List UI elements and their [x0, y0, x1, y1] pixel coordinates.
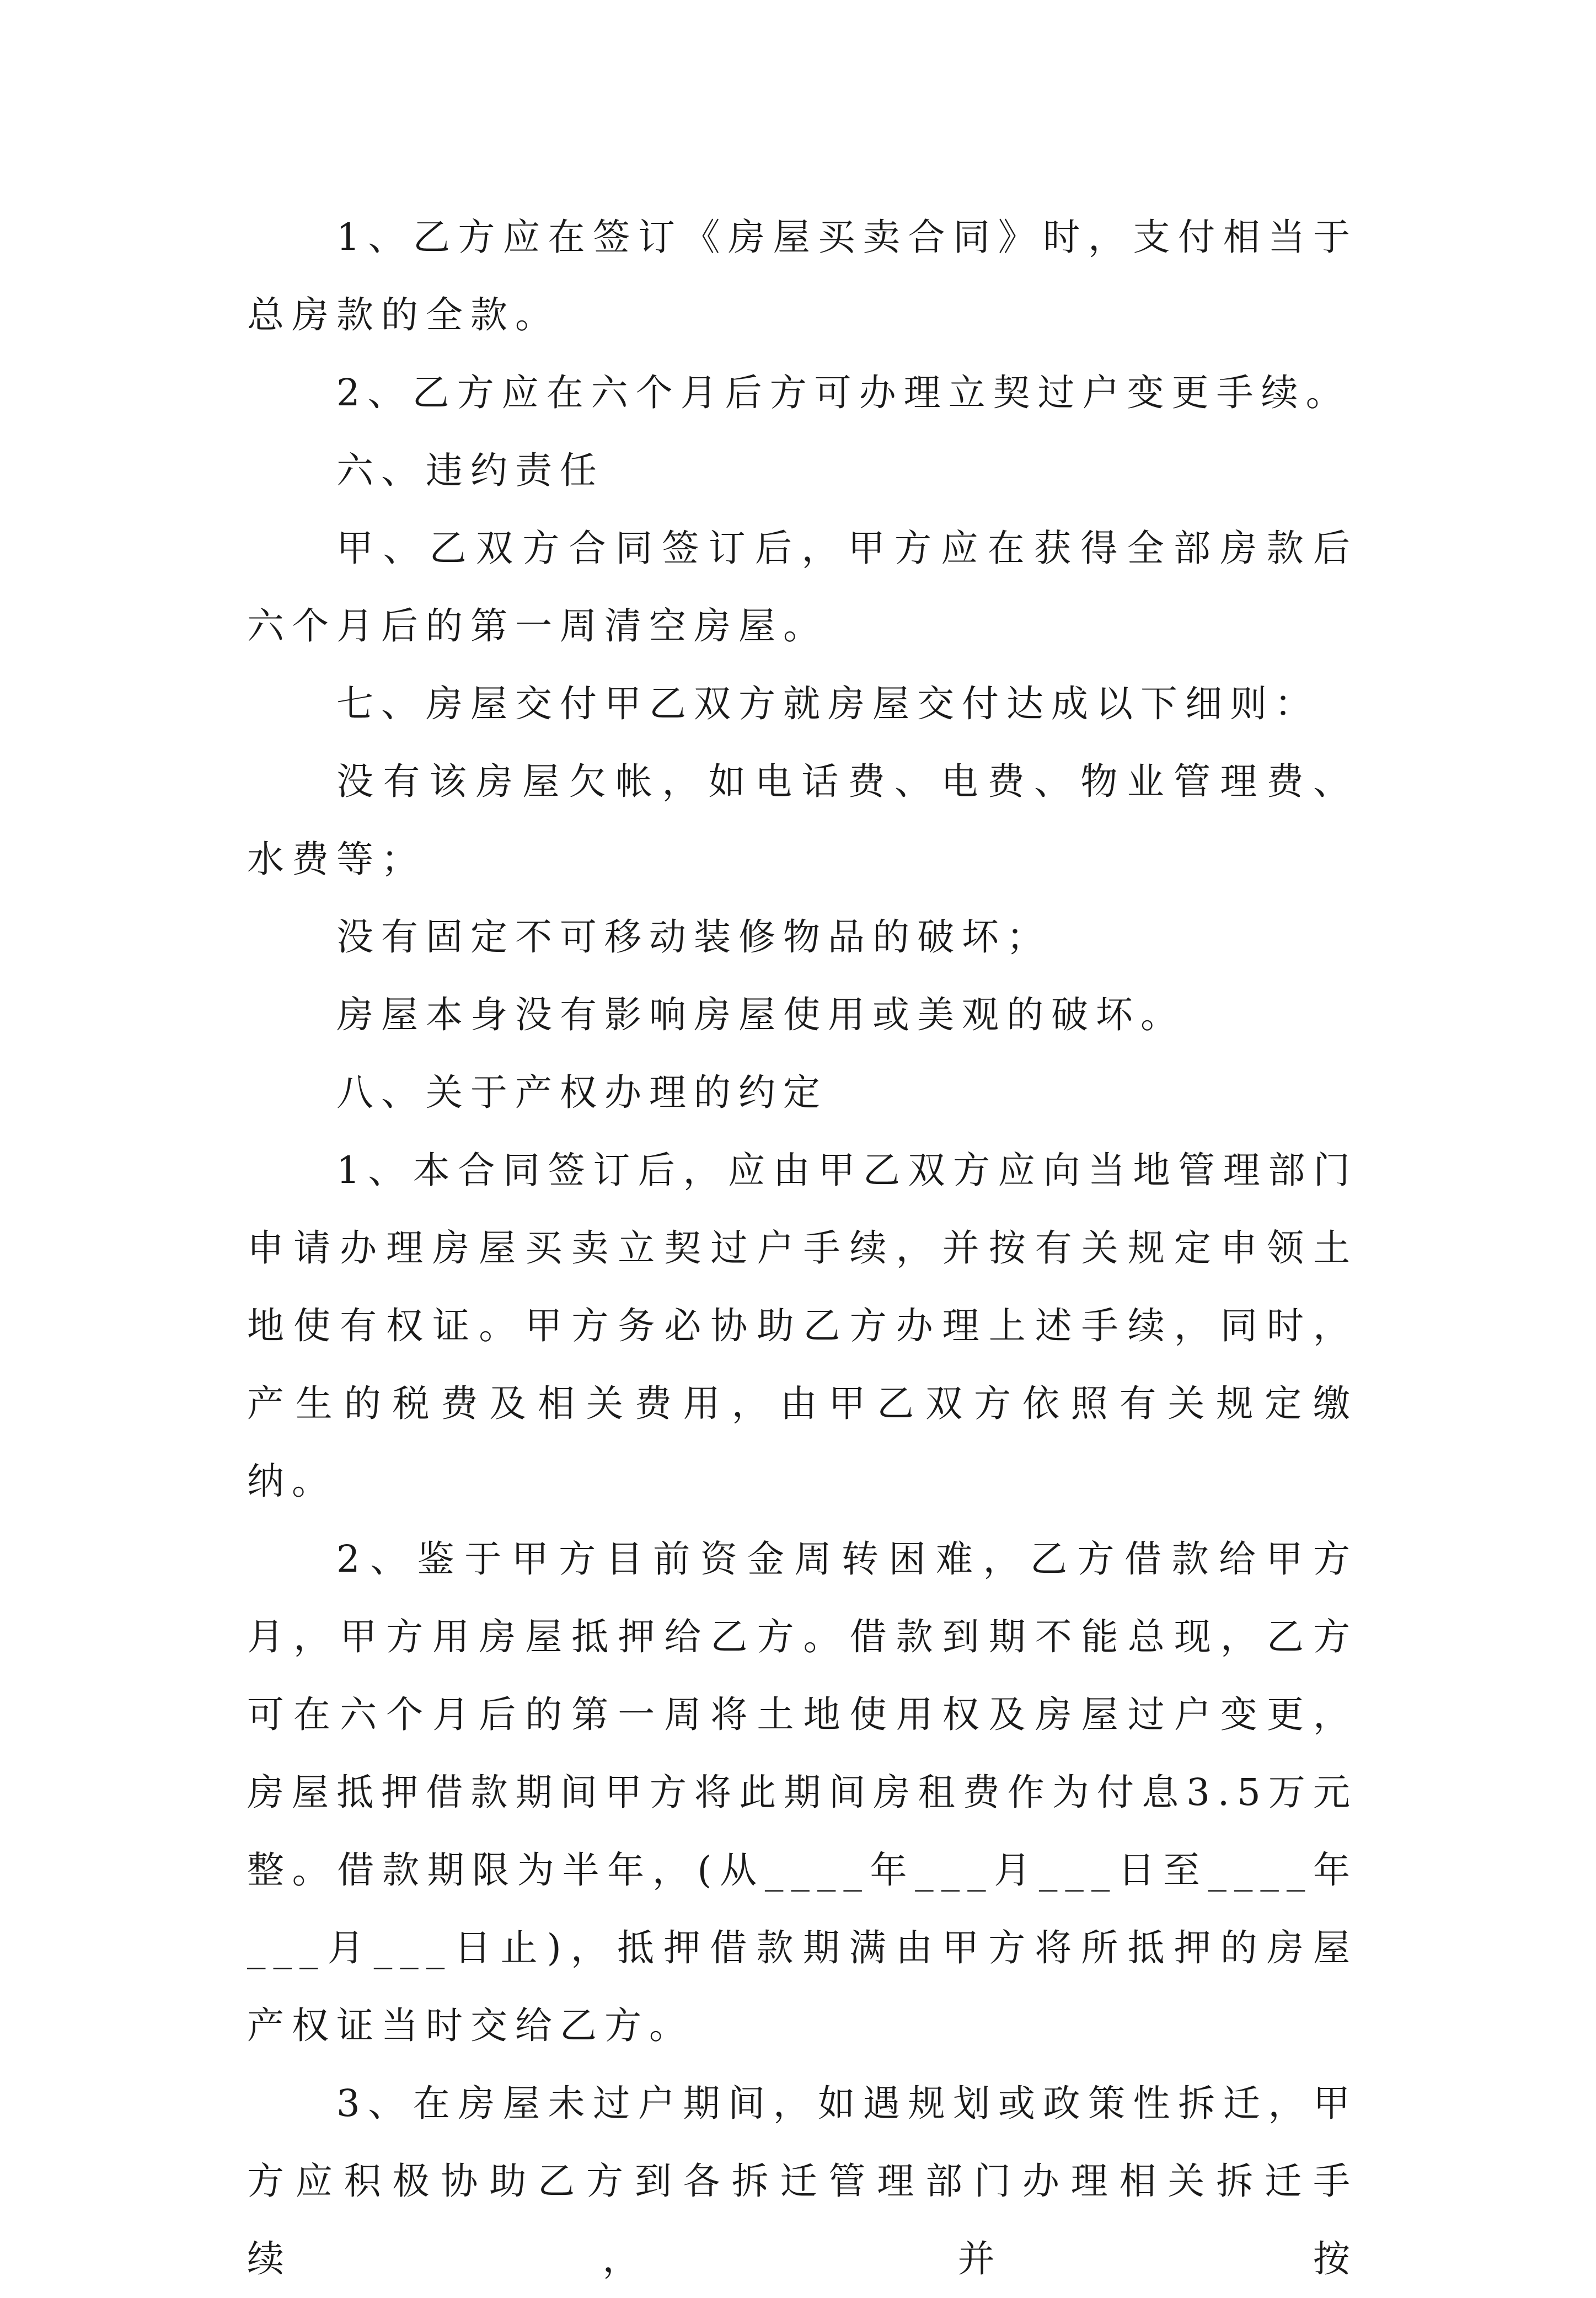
section-heading-property-rights: 八、关于产权办理的约定: [336, 1071, 828, 1114]
document-page: [247, 199, 1358, 2298]
paragraph-payment-2: 2、乙方应在六个月后方可办理立契过户变更手续。: [336, 371, 1351, 414]
paragraph-delivery-3: 房屋本身没有影响房屋使用或美观的破坏。: [336, 993, 1185, 1036]
paragraph-delivery-2: 没有固定不可移动装修物品的破坏；: [336, 915, 1051, 958]
section-heading-breach: 六、违约责任: [336, 449, 604, 492]
section-heading-delivery: 七、房屋交付甲乙双方就房屋交付达成以下细则：: [336, 682, 1319, 725]
paragraph-breach: 甲、乙双方合同签订后，甲方应在获得全部房款后六个月后的第一周清空房屋。: [247, 527, 1358, 647]
paragraph-property-rights-2: 2、鉴于甲方目前资金周转困难，乙方借款给甲方月，甲方用房屋抵押给乙方。借款到期不能总现，乙方可在六个月后的第一周将土地使用权及房屋过户变更，房屋抵押借款期间甲方将此期间房租费作为付息3.5万元整。借款期限为半年，(从____年___月___日至____年___月___日止)，抵押借款期满由甲方将所抵押的房屋产权证当时交给乙方。: [247, 1538, 1358, 2047]
paragraph-property-rights-1: 1、本合同签订后，应由甲乙双方应向当地管理部门申请办理房屋买卖立契过户手续，并按有关规定申领土地使有权证。甲方务必协助乙方办理上述手续，同时，产生的税费及相关费用，由甲乙双方依照有关规定缴纳。: [247, 1149, 1358, 1503]
paragraph-property-rights-3: 3、在房屋未过户期间，如遇规划或政策性拆迁，甲方应积极协助乙方到各拆迁管理部门办理相关拆迁手续，并按: [247, 2082, 1358, 2280]
paragraph-delivery-1: 没有该房屋欠帐，如电话费、电费、物业管理费、水费等；: [247, 760, 1358, 881]
paragraph-payment-1: 1、乙方应在签订《房屋买卖合同》时，支付相当于总房款的全款。: [247, 216, 1358, 336]
